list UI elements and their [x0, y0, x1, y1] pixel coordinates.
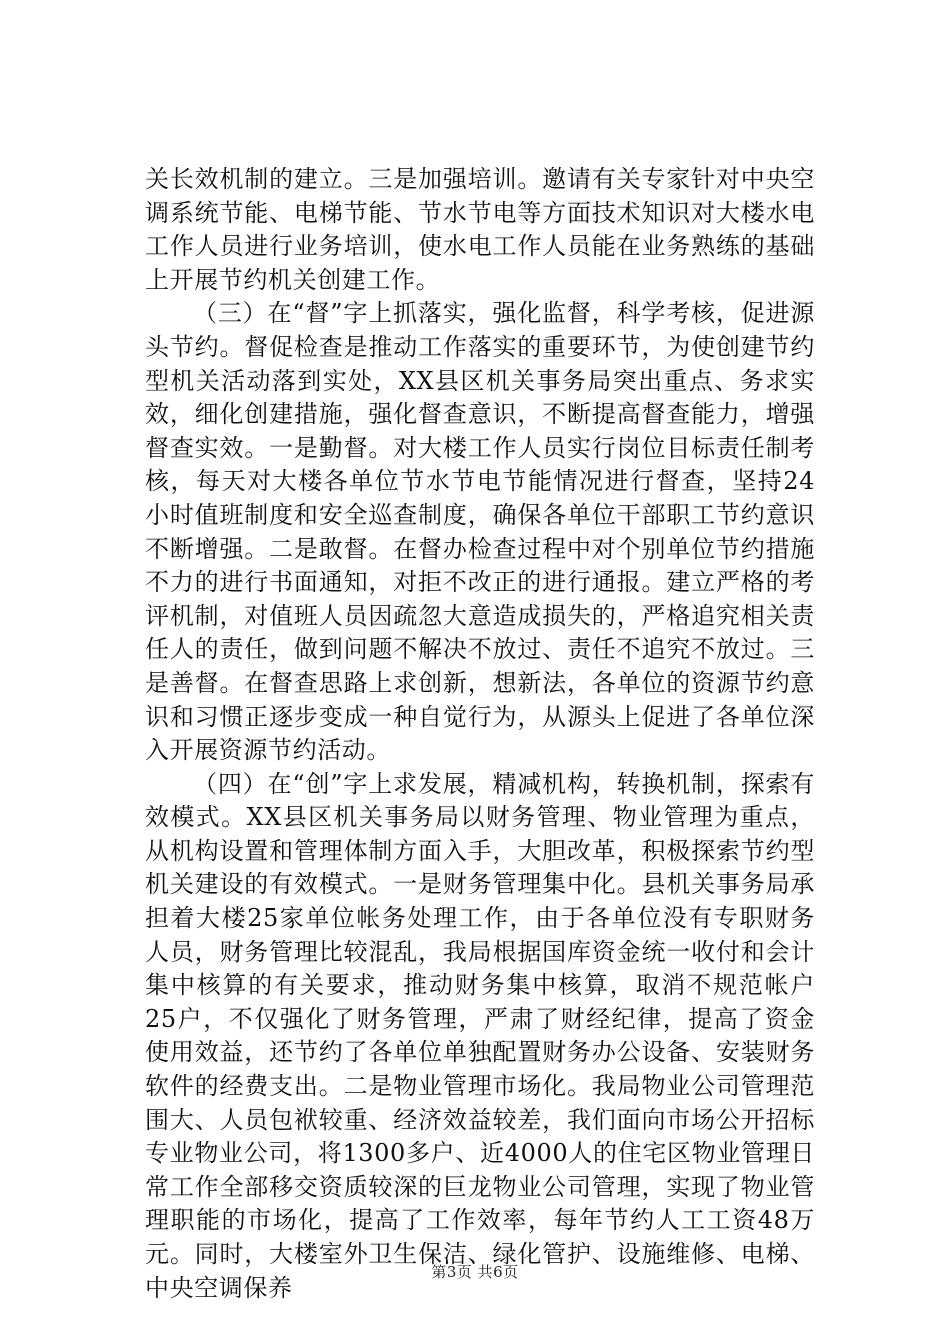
paragraph-section-three: （三）在“督”字上抓落实，强化监督，科学考核，促进源头节约。督促检查是推动工作落实的重要环节，为使创建节约型机关活动落到实处，XX县区机关事务局突出重点、务求实效，细化创建措施，强化督查意识，不断提高督查能力，增强督查实效。一是勤督。对大楼工作人员实行岗位目标责任制考核，每天对大楼各单位节水节电节能情况进行督查，坚持24小时值班制度和安全巡查制度，确保各单位干部职工节约意识不断增强。二是敢督。在督办检查过程中对个别单位节约措施不力的进行书面通知，对拒不改正的进行通报。建立严格的考评机制，对值班人员因疏忽大意造成损失的，严格追究相关责任人的责任，做到问题不解决不放过、责任不追究不放过。三是善督。在督查思路上求创新，想新法，各单位的资源节约意识和习惯正逐步变成一种自觉行为，从源头上促进了各单位深入开展资源节约活动。: [145, 299, 815, 765]
paragraph-continuation: 关长效机制的建立。三是加强培训。邀请有关专家针对中央空调系统节能、电梯节能、节水节电等方面技术知识对大楼水电工作人员进行业务培训，使水电工作人员能在业务熟练的基础上开展节约机关创建工作。: [145, 165, 815, 294]
paragraph-section-four: （四）在“创”字上求发展，精减机构，转换机制，探索有效模式。XX县区机关事务局以财务管理、物业管理为重点，从机构设置和管理体制方面入手，大胆改革，积极探索节约型机关建设的有效模式。一是财务管理集中化。县机关事务局承担着大楼25家单位帐务处理工作，由于各单位没有专职财务人员，财务管理比较混乱，我局根据国库资金统一收付和会计集中核算的有关要求，推动财务集中核算，取消不规范帐户25户，不仅强化了财务管理，严肃了财经纪律，提高了资金使用效益，还节约了各单位单独配置财务办公设备、安装财务软件的经费支出。二是物业管理市场化。我局物业公司管理范围大、人员包袱较重、经济效益较差，我们面向市场公开招标专业物业公司，将1300多户、近4000人的住宅区物业管理日常工作全部移交资质较深的巨龙物业公司管理，实现了物业管理职能的市场化，提高了工作效率，每年节约人工工资48万元。同时，大楼室外卫生保洁、绿化管护、设施维修、电梯、中央空调保养: [145, 769, 815, 1302]
document-body: [145, 163, 815, 1305]
page-footer: 第3页 共6页: [431, 1263, 519, 1281]
